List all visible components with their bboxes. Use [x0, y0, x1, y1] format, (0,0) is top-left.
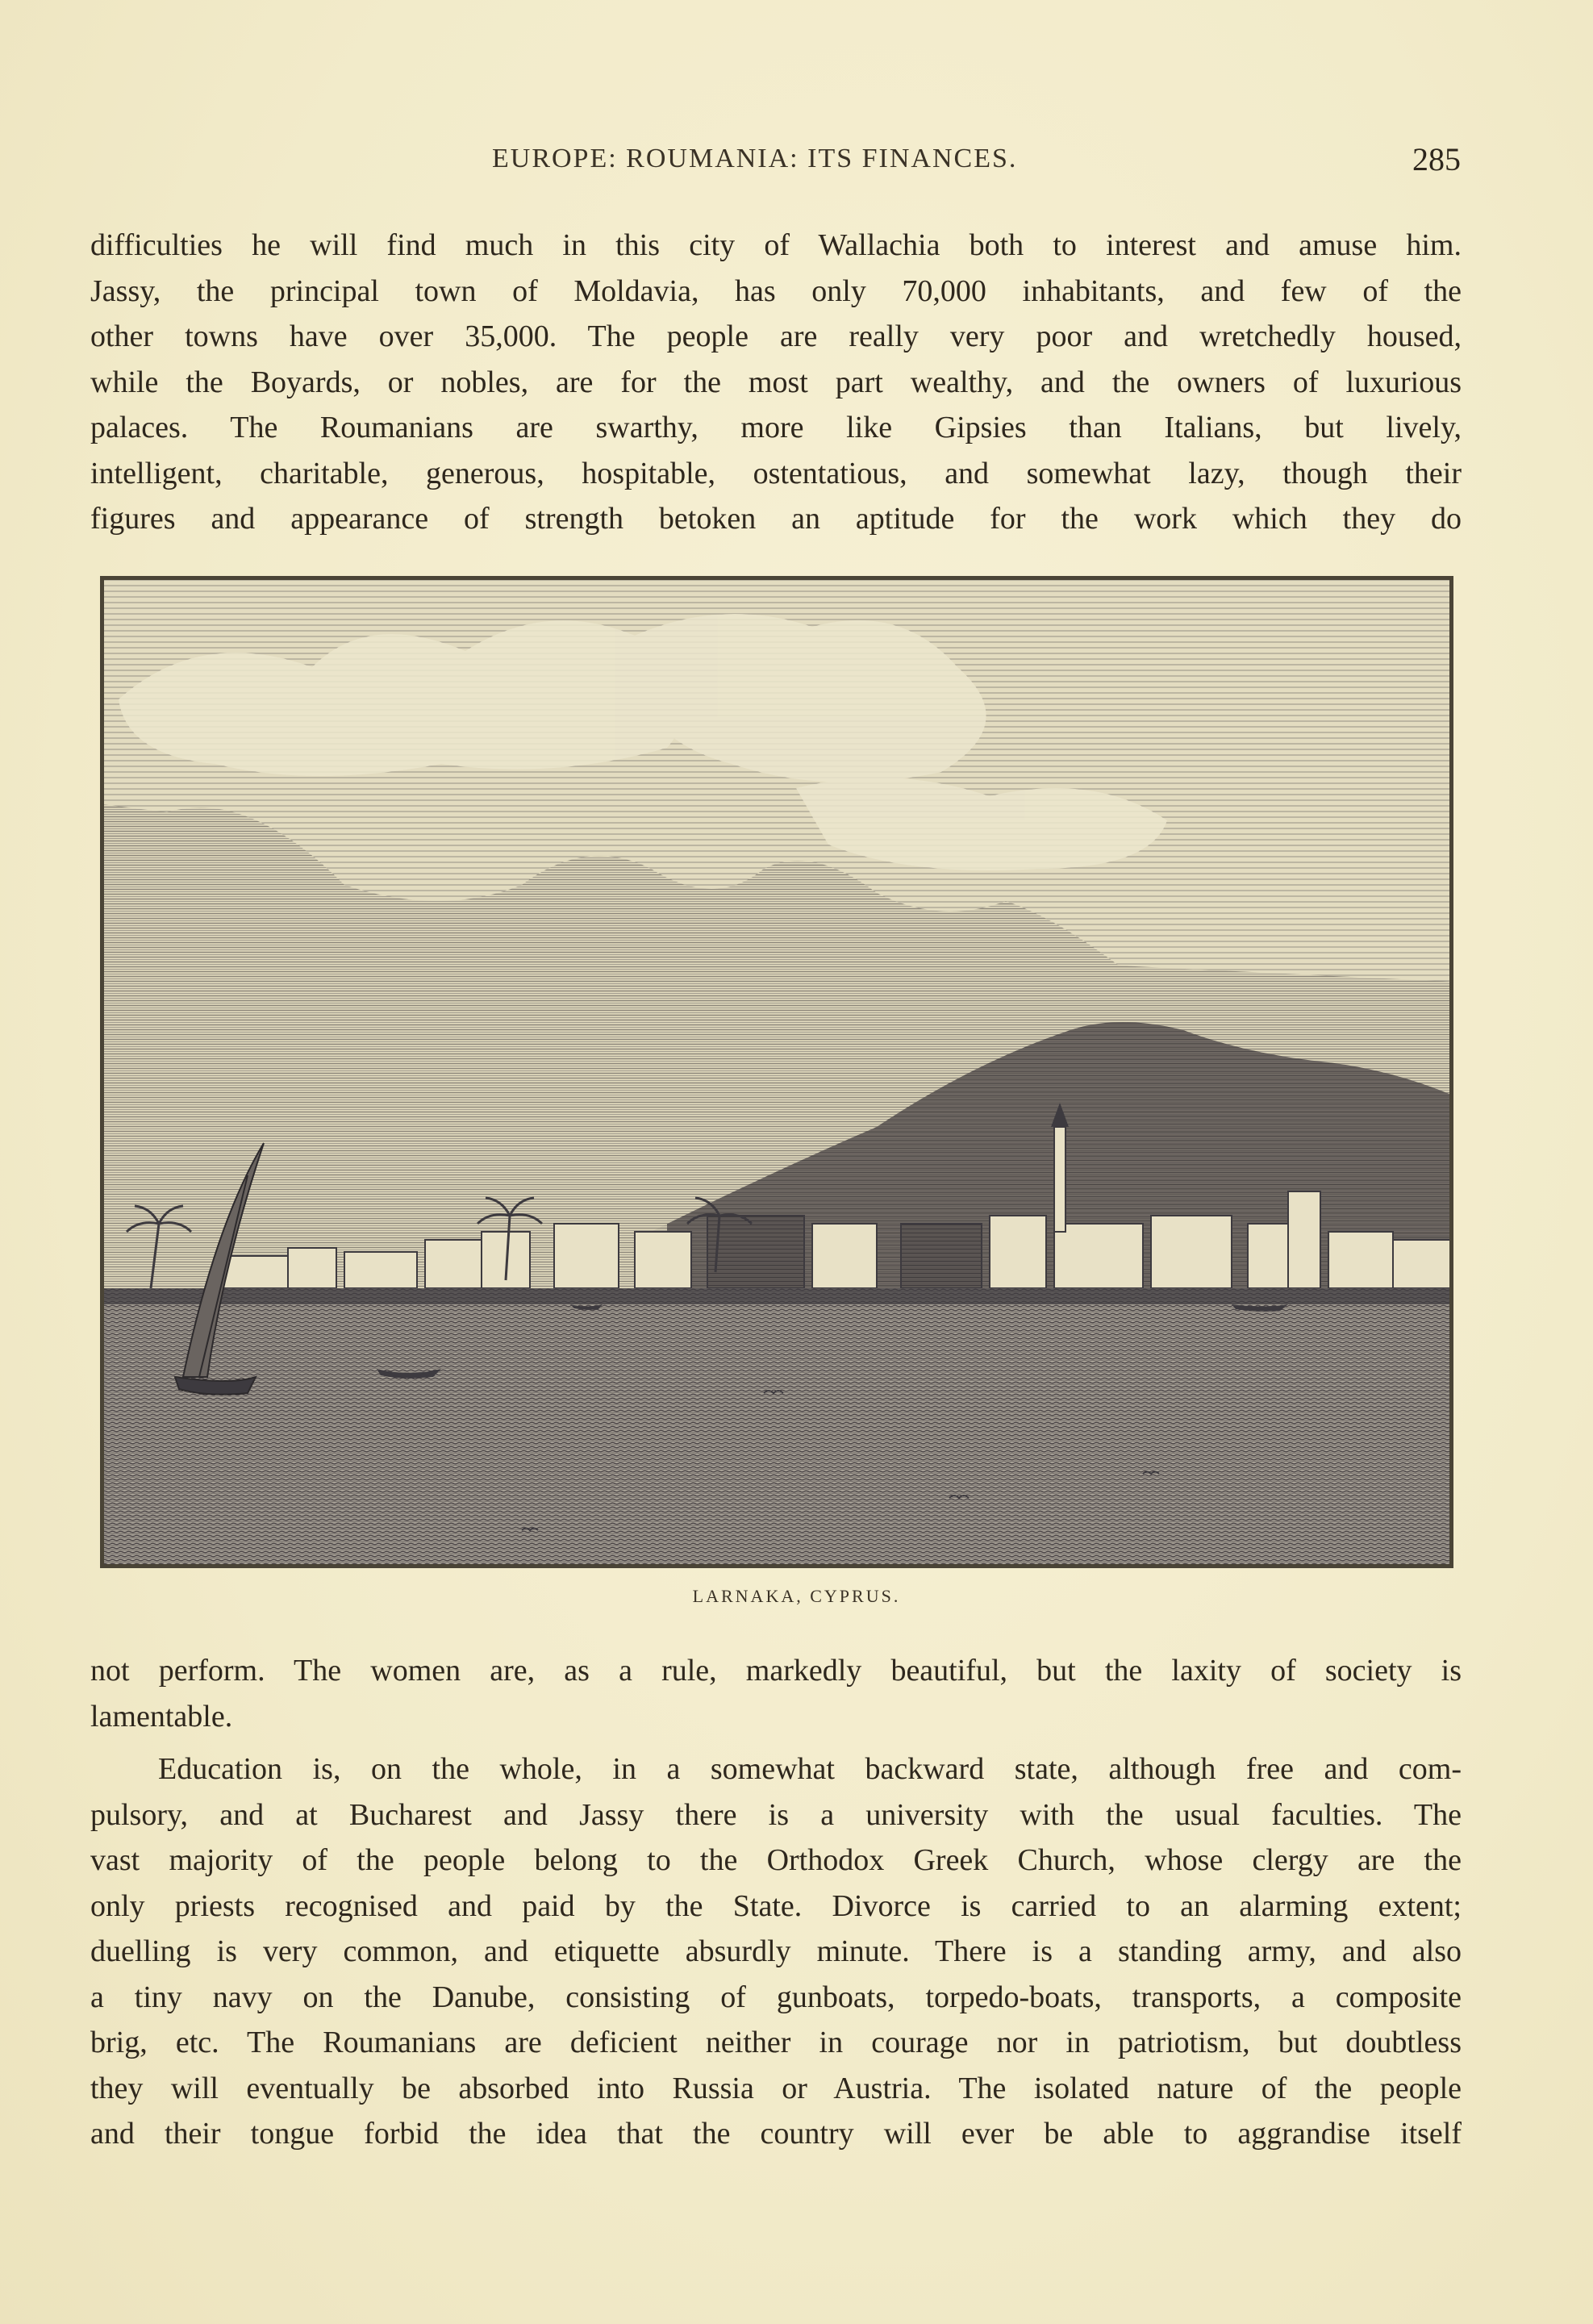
text-line: Jassy, the principal town of Moldavia, has only 70,000 inhabitants, and few of the: [90, 273, 1462, 308]
text-line: brig, etc. The Roumanians are deficient neither in courage nor in patriotism, but doubtless: [90, 2026, 1462, 2059]
running-head: [0, 141, 1593, 186]
text-line: pulsory, and at Bucharest and Jassy there is a university with the usual faculties. The: [90, 1797, 1462, 1832]
paragraph-1: [90, 223, 1462, 542]
text-line: palaces. The Roumanians are swarthy, more like Gipsies than Italians, but lively,: [90, 411, 1462, 444]
text-line: lamentable.: [90, 1699, 233, 1734]
figure-caption: LARNAKA, CYPRUS.: [692, 1586, 901, 1606]
text-line: a tiny navy on the Danube, consisting of gunboats, torpedo-boats, transports, a composite: [90, 1980, 1462, 2014]
engraving-illustration: [102, 578, 1451, 1566]
text-line: figures and appearance of strength betoken an aptitude for the work which they do: [90, 502, 1462, 536]
text-line: while the Boyards, or nobles, are for the most part wealthy, and the owners of luxurious: [90, 365, 1462, 399]
running-title: EUROPE: ROUMANIA: ITS FINANCES.: [492, 144, 1018, 173]
text-line: only priests recognised and paid by the State. Divorce is carried to an alarming extent;: [90, 1888, 1462, 1923]
paragraph-2: [90, 1648, 1462, 1739]
text-line: not perform. The women are, as a rule, markedly beautiful, but the laxity of society is: [90, 1654, 1462, 1688]
text-line: Education is, on the whole, in a somewhat backward state, although free and com-: [158, 1752, 1462, 1786]
engraving-larnaka: [100, 576, 1453, 1568]
text-line: difficulties he will find much in this city of Wallachia both to interest and amuse him.: [90, 228, 1462, 262]
text-line: other towns have over 35,000. The people are really very poor and wretchedly housed,: [90, 319, 1462, 353]
paragraph-3: [90, 1746, 1462, 2157]
text-line: intelligent, charitable, generous, hospitable, ostentatious, and somewhat lazy, though their: [90, 456, 1462, 490]
text-line: duelling is very common, and etiquette absurdly minute. There is a standing army, and also: [90, 1934, 1462, 1968]
text-line: and their tongue forbid the idea that the country will ever be able to aggrandise itself: [90, 2117, 1462, 2151]
text-line: vast majority of the people belong to the Orthodox Greek Church, whose clergy are the: [90, 1843, 1462, 1877]
minaret: [1054, 1127, 1065, 1232]
page-number: 285: [1412, 141, 1461, 177]
text-line: they will eventually be absorbed into Russia or Austria. The isolated nature of the people: [90, 2071, 1462, 2105]
